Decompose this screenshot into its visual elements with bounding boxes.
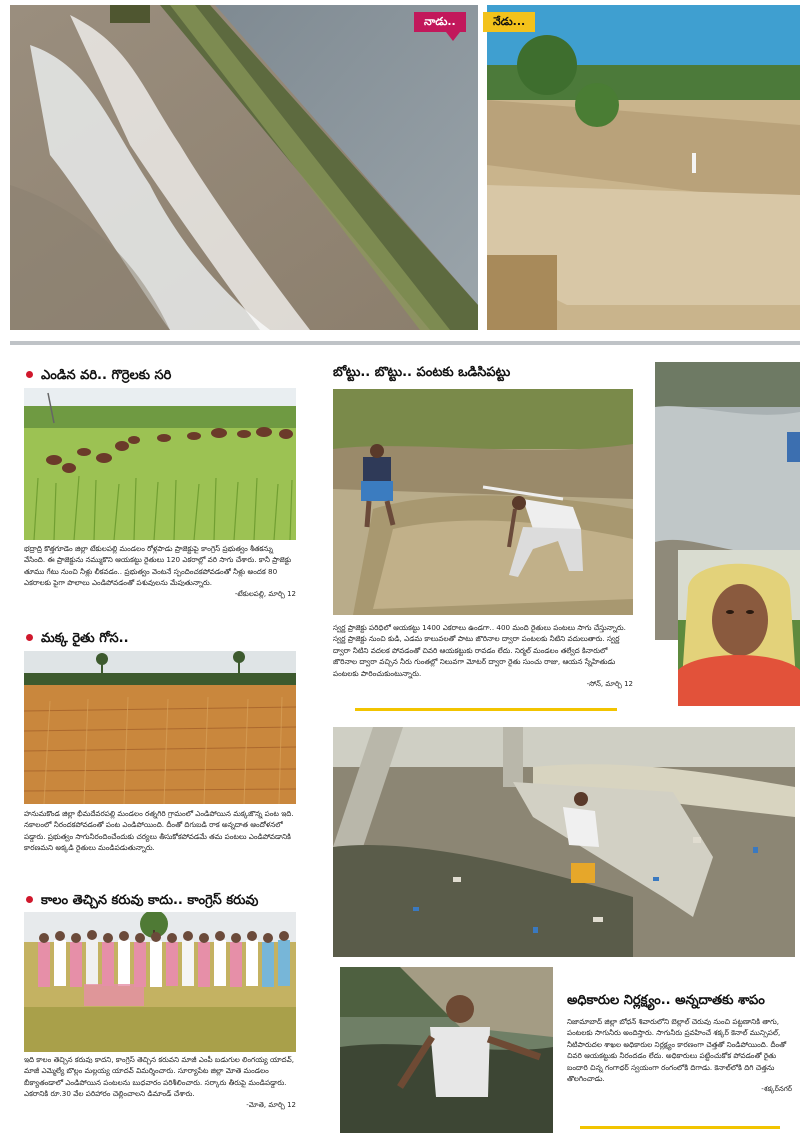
story5-credit: -శక్కర్‌నగర్: [761, 1085, 792, 1094]
bullet-icon: [26, 896, 33, 903]
badge-now: నేడు...: [483, 12, 535, 32]
garbage-canal-photo: [333, 727, 795, 957]
dried-maize-photo: [24, 651, 296, 804]
story5-headline: అధికారుల నిర్లక్ష్యం.. అన్నదాతకు శాపం: [567, 993, 765, 1008]
story5-caption: నిజామాబాద్ జిల్లా బోధన్ శివారులోని బెల్లాల్ చెరువు నుంచి పట్టణానికి తాగు, పంటలకు సాగునీరు అందిస్తారు. సాగునీరు ప్రవహించే శక్కర్ కెనాల్ మున్సిపల్, నీటిపారుదల శాఖల అధికారుల నిర్లక్ష్యం కారణంగా చెత్తతో నిండిపోయింది. దీంతో చివరి ఆయకట్టుకు నీరందడం లేదు. అధికారులు పట్టించుకోక పోవడంతో రైతు బందారి చిన్న గంగాధర్ స్వయంగా రంగంలోకి దిగాడు. కెనాల్‌లోకి దిగి చెత్తను తొలగించాడు. -శక్కర్‌నగర్: [567, 1016, 792, 1124]
farmers-in-puddle-photo: [333, 389, 633, 615]
story4-headline: బోట్టు.. బొట్టు.. పంటకు ఒడిసిపట్టు: [333, 365, 511, 380]
group-field-photo: [24, 912, 296, 1052]
farmer-portrait-photo: [678, 550, 800, 706]
story2-caption: హనుమకొండ జిల్లా భీమదేవరపల్లి మండలం రత్నగిరి గ్రామంలో ఎండిపోయిన మక్కజొన్న పంట ఇది. నకాలంలో నీరందకపోవడంతో పంట ఎండిపోయింది. దీంతో దిగుబడి రాక అన్నదాత ఆందోళనలో పడ్డారు. ప్రభుత్వం సాగునీరందించేందుకు చర్యలు తీసుకోకపోవడమే తమ పంటలు ఎండిపోవడానికి కారణమని అక్కడి రైతులు మండిపడుతున్నారు.: [24, 809, 294, 853]
story4-underline: [355, 708, 617, 711]
story1-headline: ఎండిన వరి.. గొర్రెలకు సరి: [26, 368, 171, 386]
sheep-grazing-photo: [24, 388, 296, 540]
bullet-icon: [26, 634, 33, 641]
badge-then: నాడు..: [414, 12, 466, 32]
story3-credit: -మోతె, మార్చి 12: [246, 1100, 296, 1109]
story3-headline: కాలం తెచ్చిన కరువు కాదు.. కాంగ్రెస్ కరువు: [26, 893, 258, 911]
badge-then-pointer: [446, 32, 460, 41]
weir-overflow-photo: [10, 5, 478, 330]
story5-underline: [580, 1126, 780, 1129]
man-in-canal-photo: [340, 967, 553, 1133]
section-divider: [10, 341, 800, 345]
story1-caption: భద్రాద్రి కొత్తగూడెం జిల్లా టేకులపల్లి మండలం రోళ్లపాడు ప్రాజెక్టుపై కాంగ్రెస్ ప్రభుత్వం శీతకన్ను వేసింది. ఈ ప్రాజెక్టును నమ్ముకొని ఆయకట్టు రైతులు 120 ఎకరాల్లో వరి సాగు చేశారు. కానీ ప్రాజెక్టు తూము గేటు నుంచి నీళ్లు లీకవడం.. ప్రభుత్వం వెంటనే స్పందించకపోవడంతో నీళ్లు అందక 80 ఎకరాలకు పైగా పొలాలు ఎండిపోవడంతో పశువులను మేపుతున్నారు. -టేకులపల్లి, మార్చి 12: [24, 543, 296, 627]
story1-credit: -టేకులపల్లి, మార్చి 12: [234, 589, 296, 598]
story3-caption: ఇది కాలం తెచ్చిన కరువు కాదని, కాంగ్రెస్ తెచ్చిన కరువని మాజీ ఎంపీ బడుగుల లింగయ్య యాదవ్, మాజీ ఎమ్మెల్యే బొల్లం మల్లయ్య యాదవ్ విమర్శించారు. సూర్యాపేట జిల్లా మోతె మండలం బీక్యాతండాలో ఎండిపోయిన పంటలను బుధవారం పరిశీలించారు. సర్కారు తీరుపై మండిపడ్డారు. ఎకరానికి రూ.30 వేల పరిహారం చెల్లించాలని డిమాండ్ చేశారు. -మోతె, మార్చి 12: [24, 1054, 296, 1130]
dry-reservoir-photo: [487, 5, 800, 330]
story4-credit: -సోన్, మార్చి 12: [586, 680, 633, 689]
story2-headline: మక్క రైతు గోస..: [26, 631, 129, 649]
bullet-icon: [26, 371, 33, 378]
story4-caption: స్వర్ణ ప్రాజెక్టు పరిధిలో ఆయకట్టు 1400 ఎకరాలు ఉండగా.. 400 మంది రైతులు పంటలు సాగు చేస్తున్నారు. స్వర్ణ ప్రాజెక్టు నుంచి కుడి, ఎడమ కాలువలతో పాటు జొరినాల ద్వారా పంటలకు నీటిని వదులుతారు. స్వర్ణ ద్వారా నీటిని వదలక పోవడంతో చివరి ఆయకట్టుకు రావడం లేదు. నిర్మల్ మండలం తల్వేద కినారులో జొరినాల ద్వారా వచ్చిన నీరు గుంతల్లో నిలువగా మోటర్ ద్వారా రైతు సుంచు రాజు, ఆయన స్నేహితుడు పంటలకు పారించుకుంటున్నారు. -సోన్, మార్చి 12: [333, 622, 633, 706]
